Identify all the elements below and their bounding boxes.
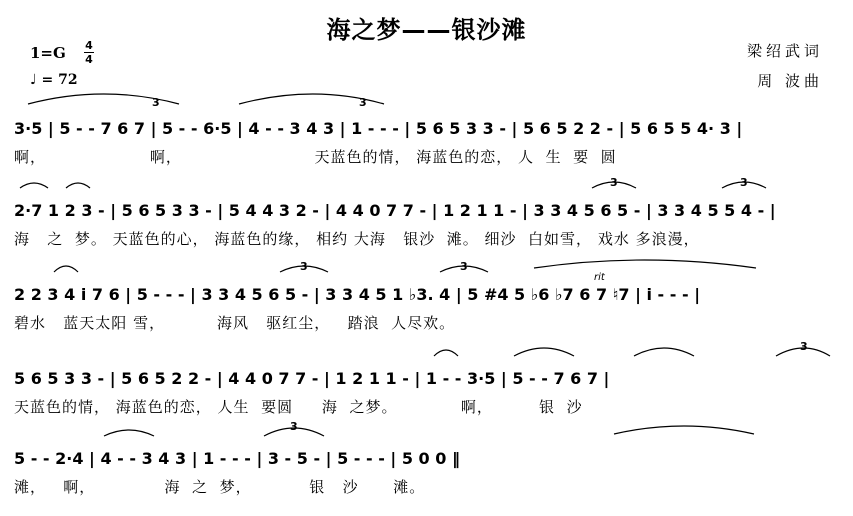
tempo-marking: ♩ = 72 (30, 72, 78, 88)
lyricist-credit: 梁绍武词 (746, 42, 823, 60)
triplet-mark: 3 (460, 260, 468, 273)
lyrics-line-1: 啊， 啊， 天蓝色的情， 海蓝色的恋， 人 生 要 圆 (14, 148, 617, 166)
meter-top: 4 (85, 39, 93, 52)
lyrics-line-5: 滩， 啊， 海 之 梦， 银 沙 滩。 (14, 478, 426, 496)
lyrics-line-4: 天蓝色的情， 海蓝色的恋， 人生 要圆 海 之梦。 啊， 银 沙 (14, 398, 583, 416)
ritardando-mark: rit (594, 272, 605, 283)
triplet-mark: 3 (610, 176, 618, 189)
triplet-mark: 3 (152, 96, 160, 109)
composer-credit: 周 波曲 (757, 72, 823, 90)
notes-line-2: 2·7 1 2 3 - | 5 6 5 3 3 - | 5 4 4 3 2 - | 4 4 0 7 7 - | 1 2 1 1 - | 3 3 4 5 6 5 - | 3 3 4 5 5 4 - | (14, 201, 776, 220)
lyrics-line-3: 碧水 蓝天太阳 雪， 海风 驱红尘， 踏浪 人尽欢。 (14, 314, 456, 332)
meter-bottom: 4 (85, 53, 93, 66)
notes-line-4: 5 6 5 3 3 - | 5 6 5 2 2 - | 4 4 0 7 7 - | 1 2 1 1 - | 1 - - 3·5 | 5 - - 7 6 7 | (14, 369, 610, 388)
time-signature (84, 40, 94, 65)
triplet-mark: 3 (800, 340, 808, 353)
notes-line-3: 2 2 3 4 i 7 6 | 5 - - - | 3 3 4 5 6 5 - | 3 3 4 5 1 ♭3. 4 | 5 #4 5 ♭6 ♭7 6 7 ♮7 | i - - - | (14, 285, 701, 304)
triplet-mark: 3 (740, 176, 748, 189)
notes-line-5: 5 - - 2·4 | 4 - - 3 4 3 | 1 - - - | 3 - 5 - | 5 - - - | 5 0 0 ‖ (14, 449, 460, 468)
key-signature: 1=G (30, 44, 66, 62)
song-title: 海之梦——银沙滩 (326, 16, 527, 44)
notes-line-1: 3·5 | 5 - - 7 6 7 | 5 - - 6·5 | 4 - - 3 4 3 | 1 - - - | 5 6 5 3 3 - | 5 6 5 2 2 - | 5 6 5 5 4· 3 | (14, 119, 743, 138)
triplet-mark: 3 (290, 420, 298, 433)
triplet-mark: 3 (359, 96, 367, 109)
lyrics-line-2: 海 之 梦。 天蓝色的心， 海蓝色的缘， 相约 大海 银沙 滩。 细沙 白如雪， 戏水 多浪漫， (14, 230, 700, 248)
triplet-mark: 3 (300, 260, 308, 273)
